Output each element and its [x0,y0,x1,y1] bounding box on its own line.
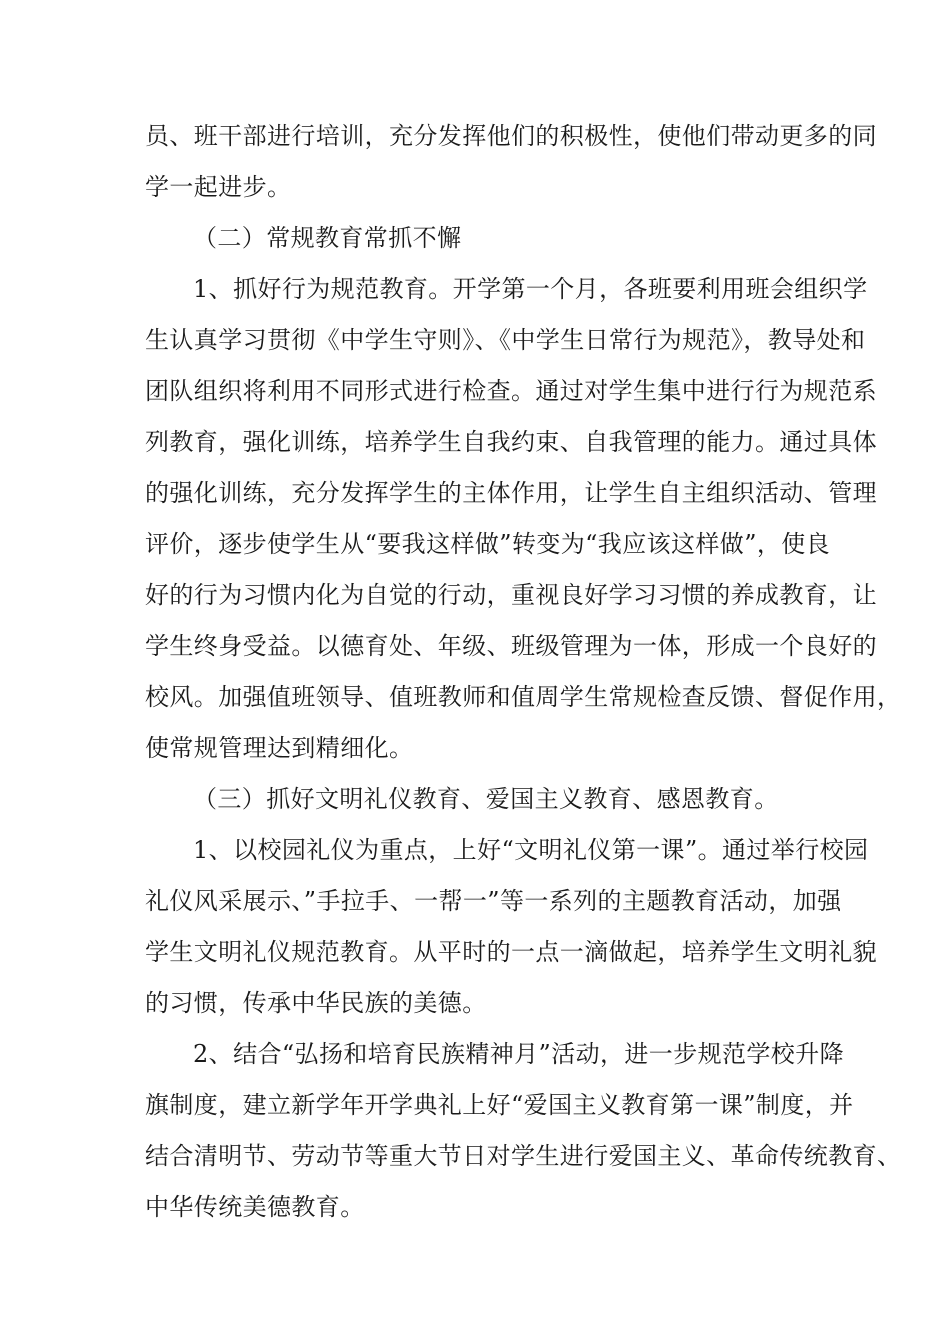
paragraph-line: 学生终身受益。以德育处、年级、班级管理为一体，形成一个良好的 [145,632,877,660]
paragraph-line: 使常规管理达到精细化。 [145,734,414,762]
paragraph-line: 学一起进步。 [145,173,292,201]
paragraph-line: 评价，逐步使学生从“要我这样做”转变为“我应该这样做”，使良 [145,530,831,558]
paragraph-line: 员、班干部进行培训，充分发挥他们的积极性，使他们带动更多的同 [145,122,877,150]
paragraph-line: 列教育，强化训练，培养学生自我约束、自我管理的能力。通过具体 [145,428,877,456]
paragraph-line: 学生文明礼仪规范教育。从平时的一点一滴做起，培养学生文明礼貌 [145,938,877,966]
paragraph-line: 1、抓好行为规范教育。开学第一个月，各班要利用班会组织学 [193,275,868,303]
paragraph-line: 1、以校园礼仪为重点，上好“文明礼仪第一课”。通过举行校园 [193,836,869,864]
paragraph-line: 团队组织将利用不同形式进行检查。通过对学生集中进行行为规范系 [145,377,877,405]
paragraph-line: 校风。加强值班领导、值班教师和值周学生常规检查反馈、督促作用， [145,683,902,711]
paragraph-line: 好的行为习惯内化为自觉的行动，重视良好学习习惯的养成教育，让 [145,581,877,609]
paragraph-line: 2、结合“弘扬和培育民族精神月”活动，进一步规范学校升降 [193,1040,845,1068]
paragraph-line: 旗制度，建立新学年开学典礼上好“爱国主义教育第一课”制度，并 [145,1091,854,1119]
section-heading: （二）常规教育常抓不懈 [193,224,462,252]
paragraph-line: 的习惯，传承中华民族的美德。 [145,989,487,1017]
paragraph-line: 生认真学习贯彻《中学生守则》、《中学生日常行为规范》，教导处和 [145,326,866,354]
section-heading: （三）抓好文明礼仪教育、爱国主义教育、感恩教育。 [193,785,779,813]
paragraph-line: 结合清明节、劳动节等重大节日对学生进行爱国主义、革命传统教育、 [145,1142,902,1170]
paragraph-line: 中华传统美德教育。 [145,1193,365,1221]
paragraph-line: 的强化训练，充分发挥学生的主体作用，让学生自主组织活动、管理 [145,479,877,507]
paragraph-line: 礼仪风采展示、”手拉手、一帮一”等一系列的主题教育活动，加强 [145,887,842,915]
